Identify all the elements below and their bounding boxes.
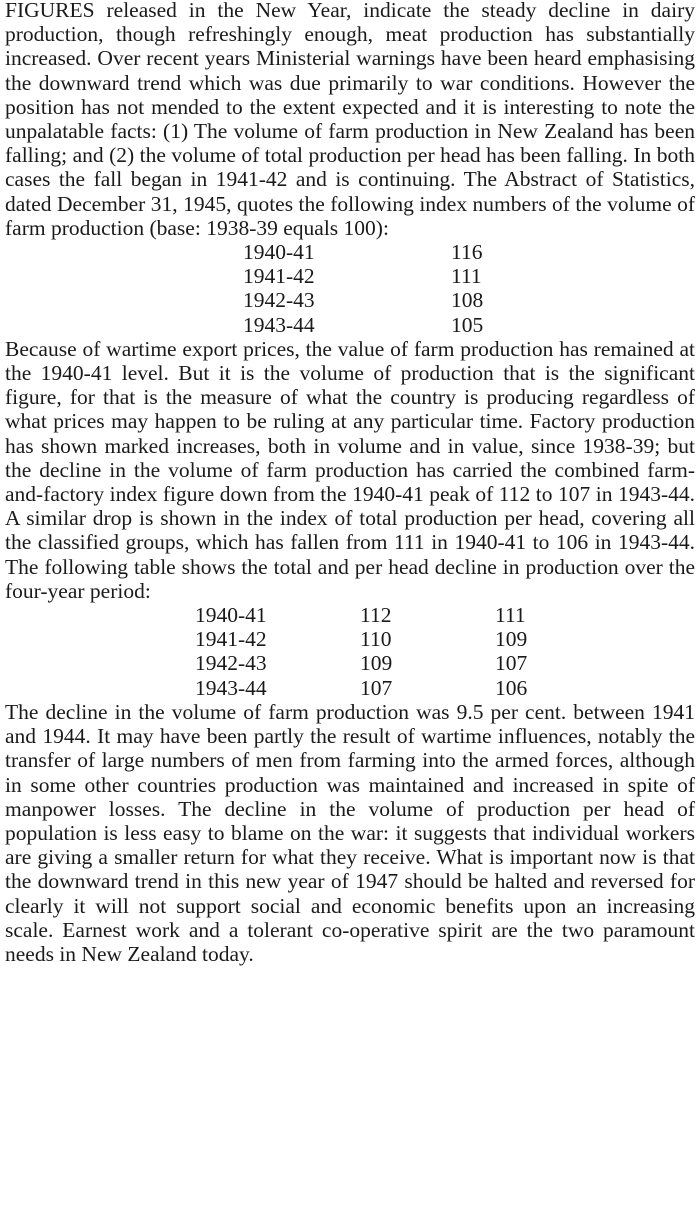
article-page bbox=[5, 0, 695, 966]
per-head-cell: 106 bbox=[495, 675, 528, 700]
total-cell: 112 bbox=[360, 603, 392, 628]
farm-production-index-table bbox=[243, 240, 483, 337]
paragraph-value-vs-volume: Because of wartime export prices, the value of farm production has remained at the 1940-41 level. But it is the volume of production that is the significant figure, for that is the measure of what the country is producing regardless of what prices may happen to be ruling at any particular time. Factory production has shown marked increases, both in volume and in value, since 1938-39; but the decline in the volume of farm production has carried the combined farm-and-factory index figure down from the 1940-41 peak of 112 to 107 in 1943-44. A similar drop is shown in the index of total production per head, covering all the classified groups, which has fallen from 111 in 1940-41 to 106 in 1943-44. The following table shows the total and per head decline in production over the four-year period: bbox=[5, 336, 695, 603]
table-row bbox=[243, 313, 483, 337]
per-head-cell: 111 bbox=[495, 603, 526, 628]
total-cell: 107 bbox=[360, 675, 393, 700]
per-head-cell: 109 bbox=[495, 627, 528, 652]
year-cell: 1942-43 bbox=[195, 651, 267, 676]
index-cell: 111 bbox=[451, 264, 482, 289]
table-row bbox=[195, 627, 527, 651]
total-cell: 110 bbox=[360, 627, 392, 652]
year-cell: 1943-44 bbox=[243, 312, 315, 337]
table-row bbox=[243, 264, 483, 288]
table-row bbox=[243, 288, 483, 312]
year-cell: 1940-41 bbox=[195, 603, 267, 628]
year-cell: 1941-42 bbox=[195, 627, 267, 652]
year-cell: 1942-43 bbox=[243, 288, 315, 313]
total-cell: 109 bbox=[360, 651, 393, 676]
per-head-cell: 107 bbox=[495, 651, 528, 676]
total-and-per-head-production-table bbox=[195, 603, 527, 700]
table-row bbox=[195, 651, 527, 675]
paragraph-intro: FIGURES released in the New Year, indicate the steady decline in dairy production, though refreshingly enough, meat production has substantially increased. Over recent years Ministerial warnings have been heard emphasising the downward trend which was due primarily to war conditions. However the position has not mended to the extent expected and it is interesting to note the unpalatable facts: (1) The volume of farm production in New Zealand has been falling; and (2) the volume of total production per head has been falling. In both cases the fall began in 1941-42 and is continuing. The Abstract of Statistics, dated December 31, 1945, quotes the following index numbers of the volume of farm production (base: 1938-39 equals 100): bbox=[5, 0, 695, 240]
year-cell: 1940-41 bbox=[243, 240, 315, 265]
index-cell: 116 bbox=[451, 240, 483, 265]
year-cell: 1941-42 bbox=[243, 264, 315, 289]
index-cell: 105 bbox=[451, 312, 484, 337]
index-cell: 108 bbox=[451, 288, 484, 313]
table-row bbox=[243, 240, 483, 264]
paragraph-conclusion: The decline in the volume of farm production was 9.5 per cent. between 1941 and 1944. It may have been partly the result of wartime influences, notably the transfer of large numbers of men from farming into the armed forces, although in some other countries production was maintained and increased in spite of manpower losses. The decline in the volume of production per head of population is less easy to blame on the war: it suggests that individual workers are giving a smaller return for what they receive. What is important now is that the downward trend in this new year of 1947 should be halted and reversed for clearly it will not support social and economic benefits upon an increasing scale. Earnest work and a tolerant co-operative spirit are the two paramount needs in New Zealand today. bbox=[5, 699, 695, 966]
year-cell: 1943-44 bbox=[195, 675, 267, 700]
table-row bbox=[195, 603, 527, 627]
table-row bbox=[195, 676, 527, 700]
